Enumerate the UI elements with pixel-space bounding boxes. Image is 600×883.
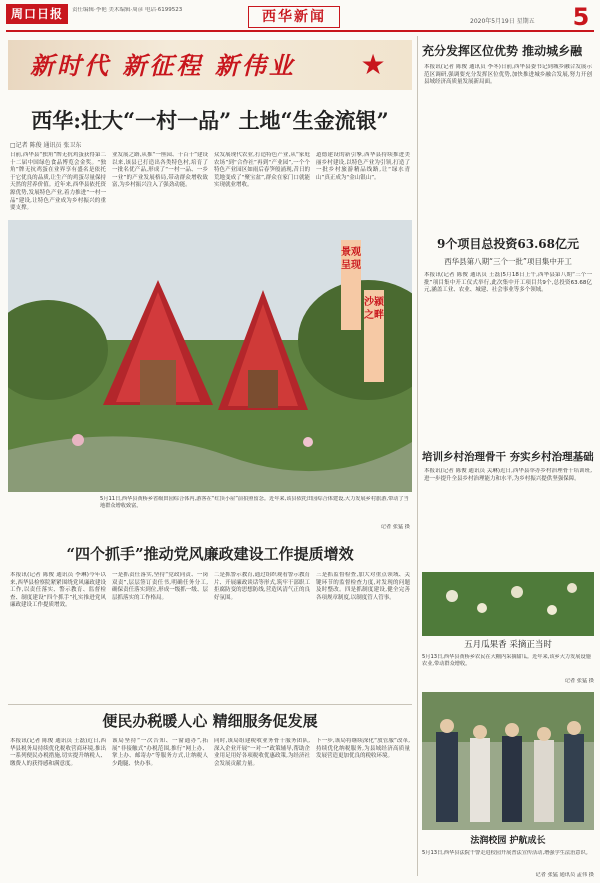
school-photo: [422, 692, 594, 830]
right-story-2: 本报讯(记者 陈俊 通讯员 王磊)5月18日上午,西华县第八期“三个一批”项目集中开工仪式举行,此次集中开工项目共9个,总投资63.68亿元,涵盖工业、农业、城建、社会事业等多个领域。: [424, 272, 592, 294]
low-story-col4: 下一步,该局将继续深化“放管服”改革,持续优化纳税服务,为县域经济高质量发展营造更加优良的税收环境。: [316, 738, 410, 760]
low-story-col2: 该局坚持“一次告知、一窗通办”,拓展“非接触式”办税范围,推行“网上办、掌上办、邮寄办”等服务方式,让纳税人少跑腿、快办事。: [112, 738, 208, 767]
right-headline-2: 9个项目总投资63.68亿元: [437, 237, 579, 251]
school-photo-text: 5月13日,西华县法院干警走进校园开展普法宣传活动,增强学生法治意识。: [422, 850, 591, 856]
section-rule: [8, 704, 412, 705]
main-story-col1: 日前,西华县“独角”牌无抗鸡蛋获得第二十二届中国绿色食品博览会金奖。“独角”牌无抗鸡蛋在业界享有盛名是依托于它优良的品质,让生产的鸡蛋尽量保持天然的营养价值。近年来,西华县依托资源优势,发展特色产业,着力推进“一村一品”建设,让特色产业成为乡村振兴的重要支撑。: [10, 152, 106, 212]
main-story-col2: 业发展之路,从推“一座园、十百千”建设以来,该县已打造出各类特色村,培育了一批名优产品,形成了“一村一品、一乡一业”的产业发展格局,带动群众增收致富,为乡村振兴注入了强劲动能。: [112, 152, 208, 189]
low-headline: 便民办税暖人心 精细服务促发展: [102, 712, 318, 730]
column-divider: [417, 36, 418, 876]
section-title: 西华新闻: [248, 6, 340, 28]
masthead-meta: 责任编辑·李艳 美术编辑·周彦 电话·6199523: [72, 7, 183, 13]
photo-tag-landscape: 景观呈现: [341, 240, 361, 330]
issue-date: 2020年5月19日 星期五: [470, 18, 535, 25]
fruit-photo-caption: 五月瓜果香 采摘正当时: [464, 640, 552, 650]
right-subheadline-2: 西华县第八期“三个一批”项目集中开工: [444, 257, 572, 266]
mid-story-col3: 二是抓警示教育,通过组织观看警示教育片、开展廉政谈话等形式,筑牢干部职工拒腐防变的思想防线,营造风清气正的良好氛围。: [214, 572, 310, 601]
masthead-logo: 周口日报: [6, 4, 68, 24]
fruit-photo-credit: 记者 张猛 摄: [564, 678, 594, 684]
masthead-rule: [6, 30, 594, 32]
mid-story-col1: 本报讯(记者 陈俊 通讯员 李琳)今年以来,西华县检察院紧紧围绕党风廉政建设工作,以责任落实、警示教育、监督检查、制度建设“四个抓手”扎实推进党风廉政建设工作提质增效。: [10, 572, 106, 609]
mid-story-col4: 三是抓监督检查,加大对重点领域、关键环节的监督检查力度,对发现的问题及时整改。四是抓制度建设,健全完善各项规章制度,以制度管人管事。: [316, 572, 410, 601]
school-photo-credit: 记者 张猛 通讯员 孟伟 摄: [535, 872, 594, 878]
main-headline: 西华:壮大“一村一品” 土地“生金流银”: [31, 108, 389, 133]
school-photo-caption: 法润校园 护航成长: [470, 836, 546, 846]
main-story-col4: 道德建设的新引擎,西华县持续推进美丽乡村建设,以特色产业为引领,打造了一批乡村旅游精品线路,让“绿水青山”真正成为“金山银山”。: [316, 152, 410, 181]
photo-caption: 5月11日,西华县黄桥乡省级田园综合体内,游客在“红顶小屋”前拍照留念。近年来,该县依托田园综合体建设,大力发展乡村旅游,带动了当地群众增收致富。: [100, 496, 409, 509]
fruit-photo-drawing: [422, 572, 594, 636]
school-photo-drawing: [422, 692, 594, 830]
mid-story-col2: 一是抓责任落实,坚持“党政同责、一岗双责”,层层签订责任书,明确任务分工,确保责任落实到位,形成一级抓一级、层层抓落实的工作格局。: [112, 572, 208, 601]
main-story-col3: 众发展现代农业,打造特色产业,从“家庭农场”到“合作社”再到“产业园”,一个个特色产业园区如雨后春笋般涌现,昔日的荒地变成了“聚宝盆”,群众在家门口就能实现就业增收。: [214, 152, 310, 189]
low-story-col1: 本报讯(记者 陈俊 通讯员 王磊)近日,西华县税务局持续优化税收营商环境,推出一系列便民办税措施,切实提升纳税人、缴费人的获得感和满意度。: [10, 738, 106, 767]
star-icon: ★: [360, 48, 386, 81]
right-story-1: 本报讯(记者 陈俊 通讯员 李冬)日前,西华县委书记到城乡融合发展示范区调研,强调要充分发挥区位优势,加快推进城乡融合发展,努力开创县域经济高质量发展新局面。: [424, 64, 592, 86]
photo-tag-riverside: 沙颍之畔: [364, 290, 384, 382]
right-headline-3: 培训乡村治理骨干 夯实乡村治理基础: [422, 451, 594, 463]
slogan-banner-text: 新时代 新征程 新伟业: [30, 52, 296, 80]
right-headline-1: 充分发挥区位优势 推动城乡融: [422, 44, 583, 58]
page-number: 5: [572, 4, 590, 30]
low-story-col3: 同时,该局组建税收业务骨干服务团队,深入企业开展“一对一”政策辅导,帮助企业用足用好各项税收优惠政策,为经济社会发展贡献力量。: [214, 738, 310, 767]
fruit-photo-text: 5月13日,西华县黄桥乡农民在大棚内采摘甜瓜。近年来,该乡大力发展设施农业,带动群众增收。: [422, 654, 591, 667]
right-story-3: 本报讯(记者 陈俊 通讯员 关琳)近日,西华县举办乡村治理骨干培训班,进一步提升全县乡村治理能力和水平,为乡村振兴提供坚强保障。: [424, 468, 592, 482]
photo-credit: 记者 张猛 摄: [380, 524, 410, 530]
mid-headline: “四个抓手”推动党风廉政建设工作提质增效: [66, 545, 354, 563]
main-byline: □记者 陈俊 通讯员 张卫东: [10, 142, 82, 149]
fruit-photo: [422, 572, 594, 636]
